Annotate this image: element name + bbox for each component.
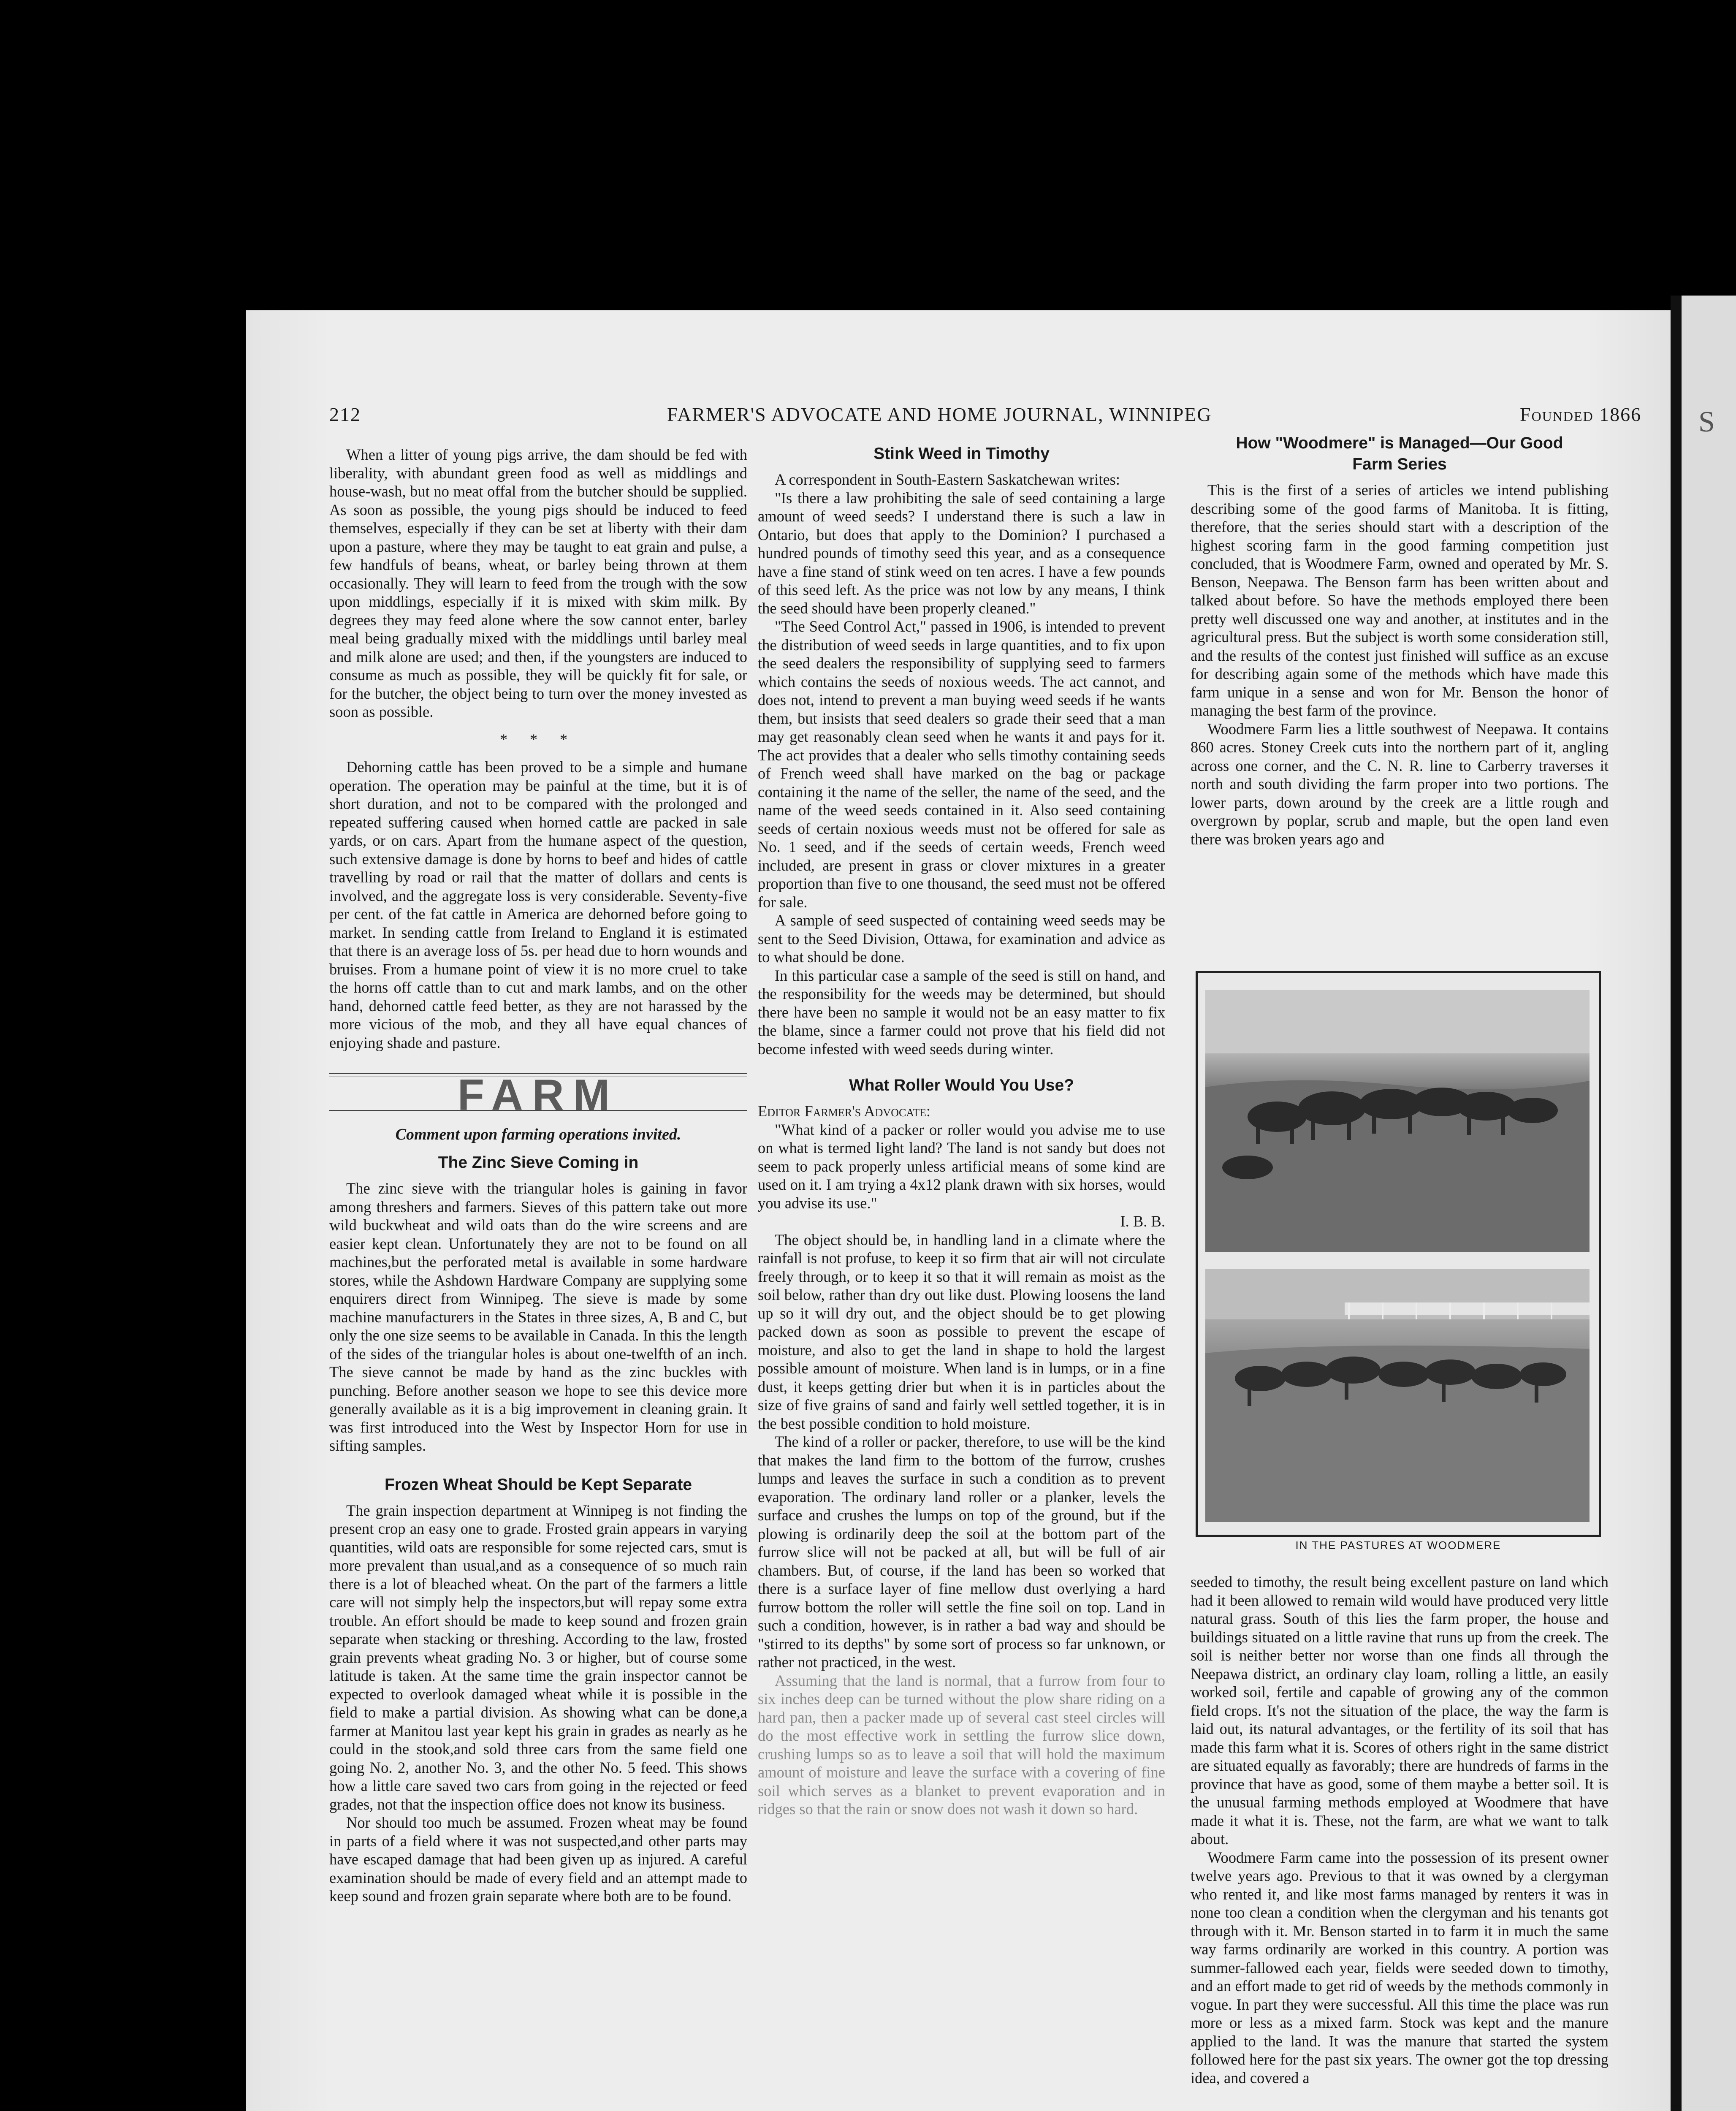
woodmere-para-3: seeded to timothy, the result being excellent pasture on land which had it been allowed to remain wild would have produced very little natural grass. South of this lies the farm proper, the house and buildings situated on a little ravine that runs up from the creek. The soil is neither better nor worse than one finds all through the Neepawa district, an ordinary clay loam, rolling a little, an easily worked soil, fertile and capable of growing any of the common field crops. It's not the situation of the place, the way the farm is laid out, its natural advantages, or the fertility of its soil that has made this farm what it is. Scores of others right in the same district are situated equally as favorably; there are hundreds of farms in the province that have as good, some of them maybe a better soil. It is the unusual farming methods employed at Woodmere that have made it what it is. These, not the farm, are what we want to talk about. (1191, 1573, 1609, 1848)
article-pigs: When a litter of young pigs arrive, the dam should be fed with liberality, with abundant green food as well as middlings and house-wash, but no meat offal from the butcher should be supplied. As soon as possible, the young pigs should be induced to feed themselves, especially if they can be set at liberty with their dam upon a pasture, where they may be taught to eat grain and pulse, a few handfuls of beans, wheat, or barley being thrown at them occasionally. They will learn to feed from the trough with the sow upon middlings, especially if it is mixed with skim milk. By degrees they may feed alone where the sow cannot enter, barley meal being gradually mixed with the middlings until barley meal and milk alone are used; and then, if the youngsters are induced to consume as much as possible, they will be quickly fit for sale, or for the butcher, the object being to turn over the money invested as soon as possible. (329, 446, 747, 720)
woodmere-para-1: This is the first of a series of articles we intend publishing describing some of the good farms of Manitoba. It is fitting, therefore, that the series should start with a description of the highest scoring farm in the good farming competition just concluded, that is Woodmere Farm, owned and operated by Mr. S. Benson, Neepawa. The Benson farm has been written about and talked about before. So have the methods employed there been pretty well discussed one way and another, at institutes and in the agricultural press. But the subject is worth some consideration still, and the results of the contest just finished will suffice as an excuse for describing again some of the methods which have made this farm unique in a sense and won for Mr. Benson the honor of managing the best farm of the province. (1191, 481, 1609, 719)
roller-answer-2: The kind of a roller or packer, therefore, to use will be the kind that makes the land firm to the bottom of the furrow, crushes lumps and leaves the surface in such a condition as to prevent evaporation. The ordinary land roller or a planker, levels the surface and crushes the lumps on top of the ground, but if the plowing is ordinarily deep the soil at the bottom part of the furrow slice will not be packed at all, but will be full of air chambers. But, of course, if the land has been so worked that there is a surface layer of fine mellow dust overlying a hard furrow bottom the roller will settle the fine soil on top. Land in such a condition, however, is in rather a bad way and should be "stirred to its depths" by some sort of process so far unknown, or rather not practiced, in the west. (758, 1433, 1165, 1671)
next-page-edge (1671, 296, 1736, 2111)
roller-signature: I. B. B. (1120, 1213, 1165, 1230)
edge-glyph: S (1698, 406, 1715, 438)
column-3-top (1191, 433, 1609, 848)
zinc-sieve-heading: The Zinc Sieve Coming in (438, 1153, 639, 1172)
farm-section-banner: FARM (457, 1071, 619, 1120)
roller-editor-line: Editor Farmer's Advocate: (758, 1102, 931, 1120)
stink-weed-reply-1: "The Seed Control Act," passed in 1906, is intended to prevent the distribution of weed seeds in large quantities, and to fix upon the seed dealers the responsibility of supplying seed to farmers which contains the seeds of noxious weeds. The act cannot, and does not, intend to prevent a man buying weed seeds if he wants them, but insists that seed dealers so grade their seed that a man may get reasonably clean seed when he wants it and pays for it. The act provides that a dealer who sells timothy containing seeds of French weed shall have marked on the bag or package containing it the name of the seller, the name of the seed, and the name of the weed seeds contained in it. Also seed containing seeds of certain noxious weeds must not be offered for sale as No. 1 seed, and if the seeds of certain weeds, French weed included, are present in grass or clover mixtures in a greater proportion than five to one thousand, the seed must not be offered for sale. (758, 618, 1165, 911)
column-2 (758, 443, 1165, 1818)
pasture-photo-top (1205, 990, 1590, 1252)
pasture-photo-plate (1196, 971, 1601, 1537)
pasture-photo-bottom (1205, 1269, 1590, 1522)
column-3-bottom (1191, 1573, 1609, 2087)
roller-heading: What Roller Would You Use? (849, 1076, 1074, 1094)
stink-weed-reply-2: A sample of seed suspected of containing weed seeds may be sent to the Seed Division, Ottawa, for examination and advice as to what should be done. (758, 912, 1165, 966)
roller-answer-3: Assuming that the land is normal, that a furrow from four to six inches deep can be turned without the plow share riding on a hard pan, then a packer made up of several cast steel circles will do the most effective work in settling the furrow slice down, crushing lumps so as to leave a soil that will hold the maximum amount of moisture and leave the surface with a covering of fine soil which serves as a blanket to prevent evaporation and in ridges so that the rain or snow does not wash it down so hard. (758, 1671, 1165, 1818)
stink-weed-intro: A correspondent in South-Eastern Saskatchewan writes: (775, 471, 1120, 488)
roller-answer-1: The object should be, in handling land in a climate where the rainfall is not profuse, to keep it so firm that air will not circulate freely through, or to keep it so that it will remain as moist as the soil below, rather than dry out like dust. Plowing loosens the land up so it will dry out, and the object should be to get plowing packed down as soon as possible to prevent the escape of moisture, and also to get the land in shape to hold the largest possible amount of moisture. When land is in lumps, or in a fine dust, it keeps getting drier but when it is in particles about the size of five grains of sand and fairly well settled together, it is in the best possible condition to hold moisture. (758, 1231, 1165, 1432)
page-number: 212 (329, 404, 361, 425)
photo-caption: IN THE PASTURES AT WOODMERE (1295, 1539, 1501, 1552)
stink-weed-reply-3: In this particular case a sample of the seed is still on hand, and the responsibility for the weeds may be determined, but should there have been no sample it would not be an easy matter to fix the blame, since a farmer could not prove that his field did not become infested with weed seeds during winter. (758, 966, 1165, 1058)
scanner-frame-top (0, 0, 1736, 310)
article-zinc-sieve: The zinc sieve with the triangular holes is gaining in favor among threshers and farmers. Sieves of this pattern take out more wild buckwheat and wild oats than do the wire screens and are easier kept clean. Unfortunately they are not to be found on all machines,but the perforated metal is available in some hardware stores, while the Ashdown Hardware Company are supplying some enquirers direct from Winnipeg. The sieve is made by some machine manufacturers in the States in three sizes, A, B and C, but only the one size seems to be available in Canada. In this the length of the sides of the triangular holes is about one-twelfth of an inch. The sieve cannot be made by hand as the zinc buckles with punching. Before another season we hope to see this device more generally available as it is a big improvement in cleaning grain. It was first introduced into the West by Inspector Horn for use in sifting samples. (329, 1180, 747, 1454)
article-dehorning: Dehorning cattle has been proved to be a simple and humane operation. The operation may be painful at the time, but it is of short duration, and not to be compared with the prolonged and repeated suffering caused when horned cattle are packed in sale yards, or on cars. Apart from the humane aspect of the question, such extensive damage is done by horns to beef and hides of cattle travelling by road or rail that the matter of dollars and cents is involved, and the aggregate loss is very considerable. Seventy-five per cent. of the fat cattle in America are dehorned before going to market. In sending cattle from Ireland to England it is estimated that there is an average loss of 5s. per head due to horn wounds and bruises. From a humane point of view it is no more cruel to take the horns off cattle than to cut and mark lambs, and on the other hand, dehorned cattle feed better, as they are not harassed by the more vicious of the mob, and they all have equal chances of enjoying shade and pasture. (329, 758, 747, 1051)
running-title: FARMER'S ADVOCATE AND HOME JOURNAL, WINNIPEG (667, 404, 1212, 425)
frozen-wheat-heading: Frozen Wheat Should be Kept Separate (384, 1475, 692, 1494)
article-frozen-wheat-2: Nor should too much be assumed. Frozen wheat may be found in parts of a field where it was not suspected,and other parts may have escaped damage that had been given up as injured. A careful examination should be made of every field and an attempt made to keep sound and frozen grain separate where both are to be found. (329, 1814, 747, 1905)
section-stars: * * * (500, 730, 577, 748)
article-frozen-wheat-1: The grain inspection department at Winnipeg is not finding the present crop an easy one to grade. Frosted grain appears in varying quantities, wild oats are responsible for some rejected cars, smut is more prevalent than usual,and as a consequence of so much rain there is a lot of bleached wheat. On the part of the farmers a little care will not simply help the inspectors,but will repay some extra trouble. An effort should be made to keep sound and frozen grain separate when stacking or threshing. According to the law, frosted grain prevents wheat grading No. 3 or higher, but of course some latitude is taken. At the same time the grain inspector cannot be expected to overlook damaged wheat while it is possible in the field to make a partial division. As showing what can be done,a farmer at Manitou last year kept his grain in grades as nearly as he could in the stook,and sold three cars from the same field one going No. 2, another No. 3, and the other No. 5 feed. This shows how a little care saved two cars from going in the rejected or feed grades, not that the inspection office does not know its business. (329, 1501, 747, 1813)
stink-weed-letter: "Is there a law prohibiting the sale of seed containing a large amount of weed seeds? I understand there is such a law in Ontario, but does that apply to the Dominion? I purchased a hundred pounds of timothy seed this year, and as a consequence have a fine stand of stink weed on ten acres. I have a few pounds of this seed left. As the price was not low by any means, I think the seed should have been properly cleaned." (758, 489, 1165, 617)
woodmere-para-2: Woodmere Farm lies a little southwest of Neepawa. It contains 860 acres. Stoney Creek cuts into the northern part of it, angling across one corner, and the C. N. R. line to Carberry traverses it north and south dividing the farm proper into two portions. The lower parts, down around by the creek are a little rough and overgrown by poplar, scrub and maple, but the open land even there was broken years ago and (1191, 720, 1609, 848)
farm-comment-note: Comment upon farming operations invited. (395, 1125, 681, 1143)
woodmere-heading-line-2: Farm Series (1352, 455, 1447, 473)
woodmere-para-4: Woodmere Farm came into the possession of its present owner twelve years ago. Previous to that it was owned by a clergyman who rented it, and like most farms managed by renters it was in none too clean a condition when the clergyman and his tenants got through with it. Mr. Benson started in to farm it in much the same way farms ordinarily are worked in this country. A portion was summer-fallowed each year, fields were seeded down to timothy, and an effort made to get rid of weeds by the methods commonly in vogue. In part they were successful. All this time the place was run more or less as a mixed farm. Stock was kept and the manure applied to the land. It was the manure that started the system followed here for the past six years. The owner got the top dressing idea, and covered a (1191, 1848, 1609, 2087)
woodmere-heading-line-1: How "Woodmere" is Managed—Our Good (1236, 434, 1563, 452)
column-1 (329, 445, 747, 1905)
founded-note: Founded 1866 (1520, 404, 1642, 425)
stink-weed-heading: Stink Weed in Timothy (873, 445, 1050, 463)
roller-letter: "What kind of a packer or roller would you advise me to use on what is termed light land? The land is not sandy but does not seem to pack properly unless artificial means of some kind are used on it. I am trying a 4x12 plank drawn with six horses, would you advise its use." (758, 1121, 1165, 1212)
